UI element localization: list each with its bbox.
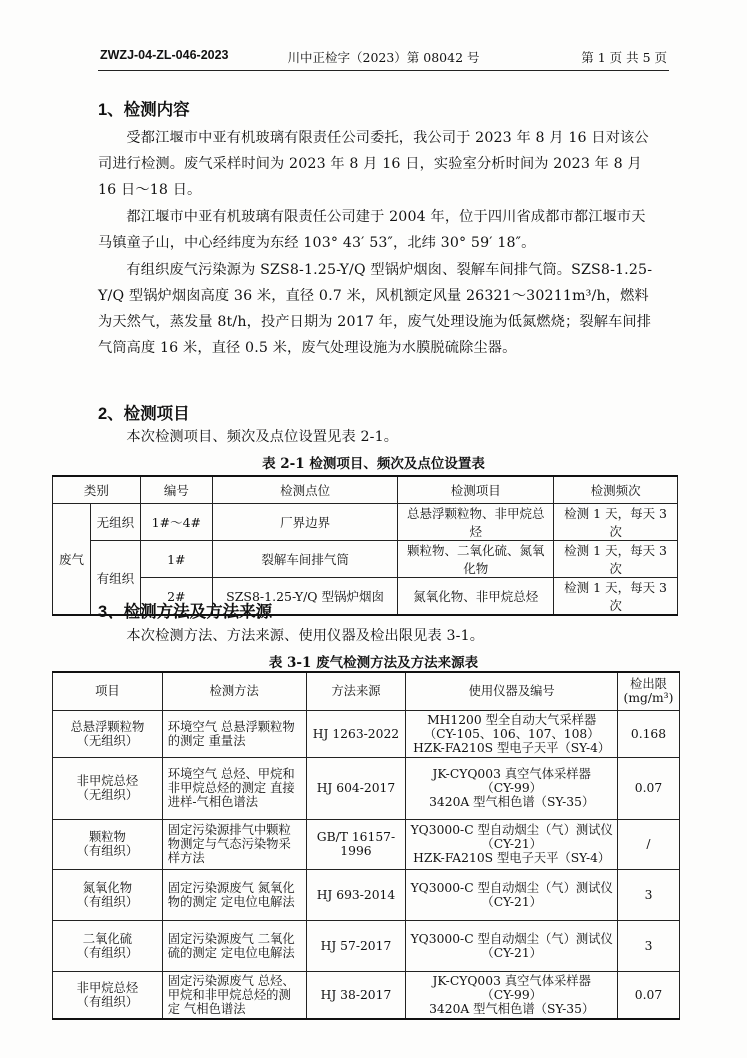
category-cell: 废气: [53, 504, 91, 616]
instrument-line: MH1200 型全自动大气采样器: [427, 712, 597, 727]
instrument-cell: [406, 920, 618, 971]
item-name: 二氧化硫: [82, 931, 132, 946]
source-cell: HJ 693-2014: [306, 869, 406, 920]
table-row: [53, 710, 680, 757]
header-item: 项目: [53, 672, 163, 710]
point-cell: 裂解车间排气筒: [212, 541, 398, 578]
method-cell: 固定污染源废气 氮氧化物的测定 定电位电解法: [162, 869, 306, 920]
instrument-line: （CY-21）: [481, 837, 542, 851]
section-2-title: 2、检测项目: [98, 405, 190, 423]
method-cell: 固定污染源废气 二氧化硫的测定 定电位电解法: [162, 920, 306, 971]
section-2-intro: 本次检测项目、频次及点位设置见表 2-1。: [126, 429, 399, 445]
point-cell: SZS8-1.25-Y/Q 型锅炉烟囱: [212, 578, 398, 616]
items-cell: 颗粒物、二氧化硫、氮氧化物: [398, 541, 554, 578]
header-limit-unit: (mg/m³): [623, 691, 674, 706]
item-type: （无组织）: [76, 788, 139, 802]
report-number: 川中正检字（2023）第 08042 号: [287, 50, 480, 65]
point-cell: 厂界边界: [212, 504, 398, 541]
limit-cell: 3: [617, 920, 679, 971]
instrument-line: HZK-FA210S 型电子天平（SY-4）: [413, 851, 611, 865]
item-name: 颗粒物: [88, 830, 126, 844]
limit-cell: /: [617, 819, 679, 869]
item-cell: [53, 819, 163, 869]
section-1-title: 1、检测内容: [98, 101, 190, 119]
table-row: [53, 920, 680, 971]
header-category: 类别: [53, 476, 141, 504]
item-cell: [53, 710, 163, 757]
header-point: 检测点位: [212, 476, 398, 504]
table-header-row: [53, 672, 680, 710]
header-items: 检测项目: [398, 476, 554, 504]
table-row: [53, 971, 680, 1019]
items-cell: 总悬浮颗粒物、非甲烷总烃: [398, 504, 554, 541]
instrument-cell: [406, 757, 618, 819]
method-cell: 环境空气 总悬浮颗粒物的测定 重量法: [162, 710, 306, 757]
header-source: 方法来源: [306, 672, 406, 710]
table-2-1: [52, 475, 678, 616]
instrument-cell: [406, 971, 618, 1019]
table-row: [53, 869, 680, 920]
doc-code: ZWZJ-04-ZL-046-2023: [100, 48, 229, 62]
header-limit: [617, 672, 679, 710]
section-3-intro: 本次检测方法、方法来源、使用仪器及检出限见表 3-1。: [126, 628, 485, 644]
header-method: 检测方法: [162, 672, 306, 710]
method-cell: 固定污染源排气中颗粒物测定与气态污染物采样方法: [162, 819, 306, 869]
item-cell: [53, 757, 163, 819]
item-cell: [53, 869, 163, 920]
table-row: [53, 541, 678, 578]
page-header: [100, 48, 667, 70]
limit-cell: 0.168: [617, 710, 679, 757]
table-row: [53, 757, 680, 819]
item-type: （无组织）: [76, 733, 139, 748]
item-name: 总悬浮颗粒物: [70, 719, 145, 734]
instrument-line: （CY-21）: [481, 945, 542, 960]
item-name: 非甲烷总烃: [76, 774, 139, 788]
frequency-cell: 检测 1 天，每天 3 次: [554, 541, 678, 578]
table-3-1: [52, 671, 680, 1020]
instrument-line: HZK-FA210S 型电子天平（SY-4）: [413, 740, 611, 755]
page-info: 第 1 页 共 5 页: [581, 50, 667, 65]
source-cell: HJ 38-2017: [306, 971, 406, 1019]
item-type: （有组织）: [76, 994, 139, 1009]
table-row: [53, 819, 680, 869]
source-cell: HJ 604-2017: [306, 757, 406, 819]
item-type: （有组织）: [76, 894, 139, 909]
source-cell: GB/T 16157-1996: [306, 819, 406, 869]
table-header-row: [53, 476, 678, 504]
number-cell: 1#～4#: [140, 504, 212, 541]
item-type: （有组织）: [76, 945, 139, 960]
item-name: 氮氧化物: [82, 880, 132, 895]
item-name: 非甲烷总烃: [76, 980, 139, 995]
section-1-paragraph-2: 都江堰市中亚有机玻璃有限责任公司建于 2004 年，位于四川省成都市都江堰市天马镇童子山，中心经纬度为东经 103° 43′ 53″，北纬 30° 59′ 18″。: [98, 209, 646, 251]
method-cell: 环境空气 总烃、甲烷和非甲烷总烃的测定 直接进样-气相色谱法: [162, 757, 306, 819]
limit-cell: 0.07: [617, 757, 679, 819]
instrument-line: JK-CYQ003 真空气体采样器: [432, 973, 591, 988]
table-3-1-caption: 表 3-1 废气检测方法及方法来源表: [268, 655, 479, 671]
header-frequency: 检测频次: [554, 476, 678, 504]
instrument-line: YQ3000-C 型自动烟尘（气）测试仪: [410, 823, 613, 837]
subcategory-cell: 无组织: [90, 504, 140, 541]
item-type: （有组织）: [76, 844, 139, 858]
table-2-1-caption: 表 2-1 检测项目、频次及点位设置表: [262, 456, 485, 472]
instrument-line: 3420A 型气相色谱（SY-35）: [429, 1001, 595, 1016]
subcategory-cell: 有组织: [90, 541, 140, 616]
source-cell: HJ 1263-2022: [306, 710, 406, 757]
item-cell: [53, 920, 163, 971]
items-cell: 氮氧化物、非甲烷总烃: [398, 578, 554, 616]
source-cell: HJ 57-2017: [306, 920, 406, 971]
method-cell: 固定污染源废气 总烃、甲烷和非甲烷总烃的测定 气相色谱法: [162, 971, 306, 1019]
limit-cell: 0.07: [617, 971, 679, 1019]
header-limit-label: 检出限: [630, 677, 667, 692]
item-cell: [53, 971, 163, 1019]
instrument-cell: [406, 710, 618, 757]
instrument-line: YQ3000-C 型自动烟尘（气）测试仪: [410, 931, 613, 946]
instrument-line: JK-CYQ003 真空气体采样器: [432, 767, 591, 781]
instrument-line: （CY-105、106、107、108）: [423, 726, 600, 741]
header-divider: [98, 70, 669, 71]
instrument-line: （CY-21）: [481, 894, 542, 909]
frequency-cell: 检测 1 天，每天 3 次: [554, 504, 678, 541]
instrument-line: （CY-99）: [481, 987, 542, 1002]
limit-cell: 3: [617, 869, 679, 920]
header-instrument: 使用仪器及编号: [406, 672, 618, 710]
section-1-paragraph-3: 有组织废气污染源为 SZS8-1.25-Y/Q 型锅炉烟囱、裂解车间排气筒。SZS8-1.25-Y/Q 型锅炉烟囱高度 36 米，直径 0.7 米，风机额定风量 26321～30211m³/h，燃料为天然气，蒸发量 8t/h，投产日期为 2017 年，废气处理设施为低氮燃烧；裂解车间排气筒高度 16 米，直径 0.5 米，废气处理设施为水膜脱硫除尘器。: [98, 262, 653, 356]
instrument-line: 3420A 型气相色谱（SY-35）: [429, 795, 595, 809]
instrument-cell: [406, 869, 618, 920]
frequency-cell: 检测 1 天，每天 3 次: [554, 578, 678, 616]
table-row: [53, 504, 678, 541]
instrument-line: （CY-99）: [481, 781, 542, 795]
number-cell: 1#: [140, 541, 212, 578]
instrument-cell: [406, 819, 618, 869]
instrument-line: YQ3000-C 型自动烟尘（气）测试仪: [410, 880, 613, 895]
header-number: 编号: [140, 476, 212, 504]
section-3-title: 3、检测方法及方法来源: [98, 603, 273, 621]
section-1-paragraph-1: 受都江堰市中亚有机玻璃有限责任公司委托，我公司于 2023 年 8 月 16 日对该公司进行检测。废气采样时间为 2023 年 8 月 16 日，实验室分析时间为 2023 年 8 月 16 日～18 日。: [98, 130, 649, 198]
number-cell: 2#: [140, 578, 212, 616]
